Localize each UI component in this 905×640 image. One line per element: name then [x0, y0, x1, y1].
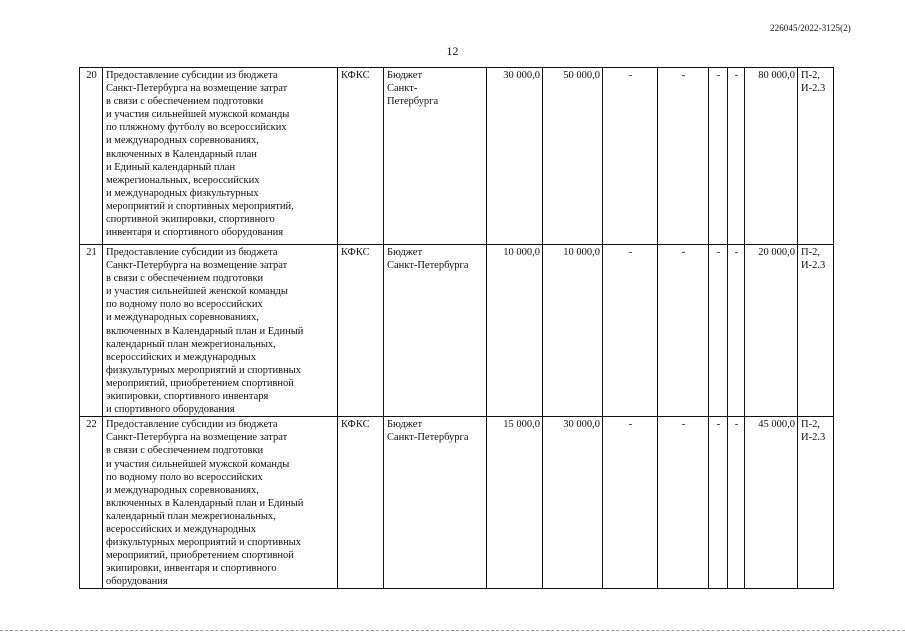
executor-cell: КФКС: [338, 68, 384, 245]
measure-description: Предоставление субсидии из бюджета Санкт-Петербурга на возмещение затрат в связи с обеспечением подготовки и участия сильнейшей мужской команды по пляжному футболу во всероссийских и международных соревнованиях, включенных в Календарный план и Единый календарный план межрегиональных, всероссийских и международных физкультурных мероприятий и спортивных мероприятий, спортивной экипировки, спортивного инвентаря и спортивного оборудования: [103, 68, 338, 245]
year-4-amount: -: [658, 68, 709, 245]
row-number: 21: [80, 245, 103, 417]
year-5-amount: -: [709, 68, 728, 245]
page-number: 12: [446, 44, 459, 58]
table-row: [80, 245, 834, 417]
year-3-amount: -: [603, 68, 658, 245]
year-2-amount: 30 000,0: [543, 417, 603, 589]
indicator-reference: П-2, И-2.3: [798, 417, 834, 589]
total-amount: 80 000,0: [745, 68, 798, 245]
row-number: 22: [80, 417, 103, 589]
indicator-reference: П-2, И-2.3: [798, 245, 834, 417]
year-5-amount: -: [709, 417, 728, 589]
executor-cell: КФКС: [338, 417, 384, 589]
year-3-amount: -: [603, 417, 658, 589]
total-amount: 45 000,0: [745, 417, 798, 589]
table-row: [80, 417, 834, 589]
year-1-amount: 10 000,0: [487, 245, 543, 417]
document-id: 226045/2022-3125(2): [770, 23, 851, 33]
indicator-reference: П-2, И-2.3: [798, 68, 834, 245]
year-6-amount: -: [728, 68, 745, 245]
year-6-amount: -: [728, 245, 745, 417]
year-4-amount: -: [658, 245, 709, 417]
funding-source-cell: Бюджет Санкт-Петербурга: [384, 245, 487, 417]
year-2-amount: 50 000,0: [543, 68, 603, 245]
executor-cell: КФКС: [338, 245, 384, 417]
total-amount: 20 000,0: [745, 245, 798, 417]
year-2-amount: 10 000,0: [543, 245, 603, 417]
row-number: 20: [80, 68, 103, 245]
year-1-amount: 15 000,0: [487, 417, 543, 589]
measure-description: Предоставление субсидии из бюджета Санкт-Петербурга на возмещение затрат в связи с обеспечением подготовки и участия сильнейшей мужской команды по водному поло во всероссийских и международных соревнованиях, включенных в Календарный план и Единый календарный план межрегиональных, всероссийских и международных физкультурных мероприятий и спортивных мероприятий, приобретением спортивной экипировки, инвентаря и спортивного оборудования: [103, 417, 338, 589]
year-3-amount: -: [603, 245, 658, 417]
year-1-amount: 30 000,0: [487, 68, 543, 245]
year-4-amount: -: [658, 417, 709, 589]
funding-source-cell: Бюджет Санкт-Петербурга: [384, 417, 487, 589]
measure-description: Предоставление субсидии из бюджета Санкт-Петербурга на возмещение затрат в связи с обеспечением подготовки и участия сильнейшей женской команды по водному поло во всероссийских и международных соревнованиях, включенных в Календарный план и Единый календарный план межрегиональных, всероссийских и международных физкультурных мероприятий и спортивных мероприятий, приобретением спортивной экипировки, спортивного инвентаря и спортивного оборудования: [103, 245, 338, 417]
measures-table: [79, 67, 834, 589]
year-5-amount: -: [709, 245, 728, 417]
table-row: [80, 68, 834, 245]
year-6-amount: -: [728, 417, 745, 589]
scan-edge-divider: [0, 630, 905, 632]
funding-source-cell: Бюджет Санкт- Петербурга: [384, 68, 487, 245]
